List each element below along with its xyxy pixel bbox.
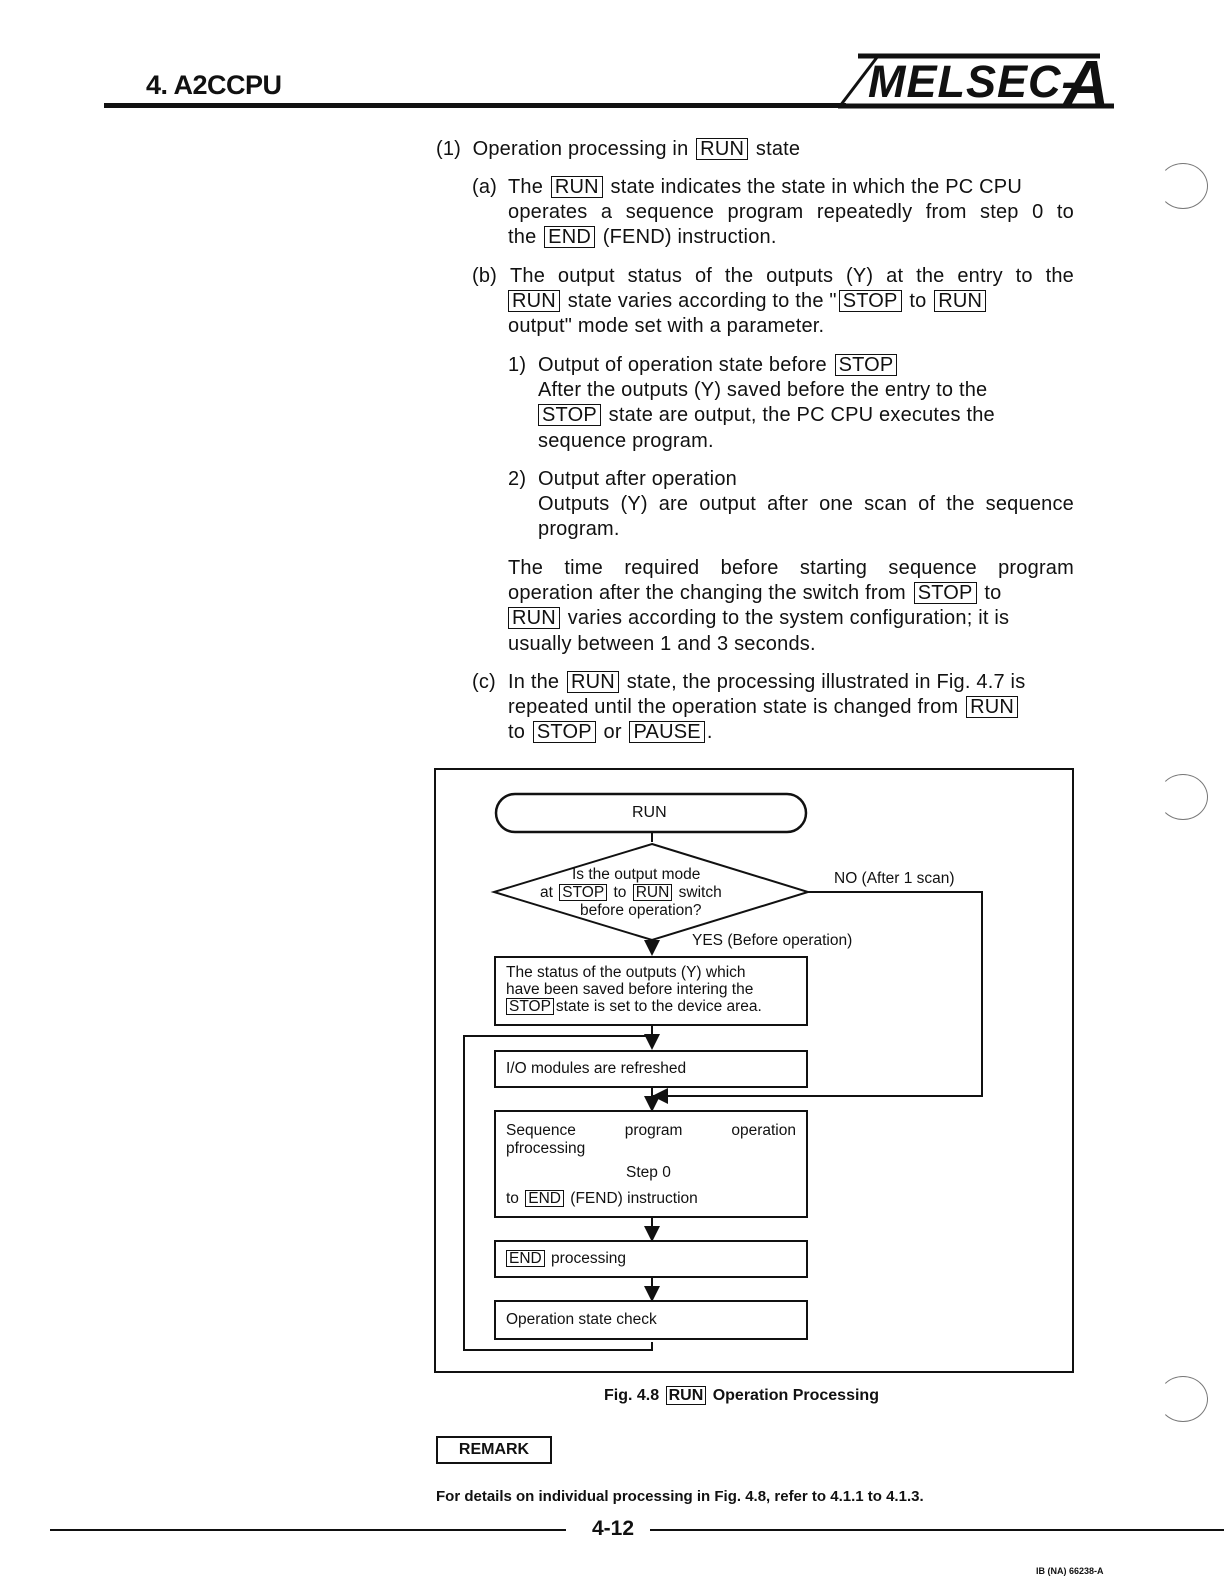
box-line: The status of the outputs (Y) which <box>506 964 746 981</box>
key-box: STOP <box>538 404 601 426</box>
time-line-3 <box>508 606 1009 631</box>
box-line <box>506 1122 796 1140</box>
process-end <box>494 1240 808 1278</box>
text: state varies according to the " <box>567 290 837 312</box>
key-box: RUN <box>696 138 748 160</box>
item-number: (a) <box>472 176 498 198</box>
text: operation <box>731 1122 796 1139</box>
sub1-line-3 <box>538 403 1074 428</box>
text: state indicates the state in which the PC CPU <box>610 176 1022 198</box>
page-number: 4-12 <box>592 1517 635 1540</box>
item-b-line-1: The output status of the outputs (Y) at the entry to the <box>510 265 1074 287</box>
item-a-line-2: operates a sequence program repeatedly from step 0 to <box>508 201 1074 223</box>
sub-number: 1) <box>508 354 527 376</box>
binder-hole-icon <box>1158 774 1208 820</box>
remark-heading: REMARK <box>436 1436 552 1464</box>
time-line-1: The time required before starting sequence program <box>508 557 1074 579</box>
text: Sequence <box>506 1122 576 1139</box>
text: (FEND) instruction <box>570 1190 698 1207</box>
text: . <box>706 721 713 743</box>
key-box: STOP <box>839 290 902 312</box>
key-box: RUN <box>934 290 986 312</box>
key-box: RUN <box>567 671 619 693</box>
box-line: pfrocessing <box>506 1140 586 1157</box>
text: to <box>909 290 927 312</box>
process-state-check <box>494 1300 808 1340</box>
text: In the <box>508 671 560 693</box>
text: The <box>508 176 544 198</box>
box-line <box>506 998 762 1016</box>
flowchart <box>434 768 1074 1373</box>
time-line-2 <box>508 581 1001 606</box>
text: at <box>540 884 553 901</box>
process-sequence <box>494 1110 808 1218</box>
item-b-line-3: output" mode set with a parameter. <box>508 315 825 337</box>
key-box: STOP <box>533 721 596 743</box>
key-box: STOP <box>506 998 554 1015</box>
text: Operation Processing <box>712 1387 879 1404</box>
text: to <box>984 582 1002 604</box>
text: Fig. 4.8 <box>604 1387 660 1404</box>
remark-text: For details on individual processing in Fig. 4.8, refer to 4.1.1 to 4.1.3. <box>436 1488 924 1505</box>
document-code: IB (NA) 66238-A <box>1036 1566 1104 1576</box>
item-text: Operation processing in <box>472 138 689 160</box>
figure-caption <box>604 1386 879 1405</box>
process-io-refresh <box>494 1050 808 1088</box>
process-restore-outputs <box>494 956 808 1026</box>
footer-rule-left <box>50 1529 566 1531</box>
item-a-line-3 <box>508 225 777 250</box>
key-box: END <box>506 1250 545 1267</box>
key-box: RUN <box>508 607 560 629</box>
key-box: RUN <box>666 1386 707 1405</box>
item-c-line-1 <box>508 670 1025 695</box>
binder-hole-icon <box>1158 1376 1208 1422</box>
flow-start-label: RUN <box>632 804 667 821</box>
key-box: END <box>525 1190 564 1207</box>
text: Output of operation state before <box>538 354 827 376</box>
sub2-line-3: program. <box>538 518 620 540</box>
decision-line-1: Is the output mode <box>572 866 701 883</box>
text: to <box>508 721 526 743</box>
yes-label: YES (Before operation) <box>692 932 853 949</box>
box-line <box>506 1250 626 1268</box>
text: program <box>624 1122 683 1139</box>
binder-hole-icon <box>1158 163 1208 209</box>
key-box: RUN <box>551 176 603 198</box>
item-a-line-1 <box>508 175 1074 200</box>
text: state is set to the device area. <box>555 998 762 1015</box>
time-line-4: usually between 1 and 3 seconds. <box>508 633 816 655</box>
text: to <box>613 884 627 901</box>
brand-name: MELSEC- <box>868 56 1078 107</box>
text: processing <box>551 1250 627 1267</box>
header-rule <box>104 103 846 108</box>
key-box: RUN <box>966 696 1018 718</box>
section-title: 4. A2CCPU <box>146 70 282 100</box>
sub2-line-2: Outputs (Y) are output after one scan of the sequence <box>538 493 1074 515</box>
text: repeated until the operation state is changed from <box>508 696 959 718</box>
key-box: STOP <box>835 354 898 376</box>
text: state, the processing illustrated in Fig. 4.7 is <box>626 671 1026 693</box>
key-box: PAUSE <box>629 721 704 743</box>
item-c-line-3 <box>508 720 713 745</box>
key-box: RUN <box>508 290 560 312</box>
sub2-line-1: Output after operation <box>538 468 737 490</box>
item-c-line-2 <box>508 695 1020 720</box>
no-label: NO (After 1 scan) <box>834 870 955 887</box>
text: varies according to the system configuration; it is <box>567 607 1010 629</box>
sub1-line-2: After the outputs (Y) saved before the entry to the <box>538 379 988 401</box>
box-line: I/O modules are refreshed <box>506 1060 687 1077</box>
brand-logo <box>838 48 1118 118</box>
item-b-line-2 <box>508 289 988 314</box>
sub1-line-1 <box>538 353 899 378</box>
box-line: Step 0 <box>626 1164 671 1181</box>
box-line <box>506 1190 698 1208</box>
brand-letter: A <box>1064 49 1109 118</box>
decision-line-2 <box>540 884 722 902</box>
text: or <box>603 721 622 743</box>
text: switch <box>678 884 722 901</box>
sub-number: 2) <box>508 468 527 490</box>
key-box: STOP <box>914 582 977 604</box>
item-number: (c) <box>472 671 496 693</box>
footer-rule-right <box>650 1529 1224 1531</box>
text: operation after the changing the switch from <box>508 582 906 604</box>
item-number: (b) <box>472 265 498 287</box>
text: to <box>506 1190 519 1207</box>
box-line: Operation state check <box>506 1311 657 1328</box>
key-box: RUN <box>633 884 673 901</box>
item-text: state <box>755 138 801 160</box>
text: state are output, the PC CPU executes the <box>608 404 995 426</box>
decision-line-3: before operation? <box>580 902 702 919</box>
box-line: have been saved before intering the <box>506 981 754 998</box>
key-box: END <box>544 226 595 248</box>
item-1 <box>436 137 800 162</box>
text: the <box>508 226 537 248</box>
key-box: STOP <box>559 884 607 901</box>
item-number: (1) <box>436 138 462 160</box>
text: (FEND) instruction. <box>602 226 777 248</box>
sub1-line-4: sequence program. <box>538 430 714 452</box>
